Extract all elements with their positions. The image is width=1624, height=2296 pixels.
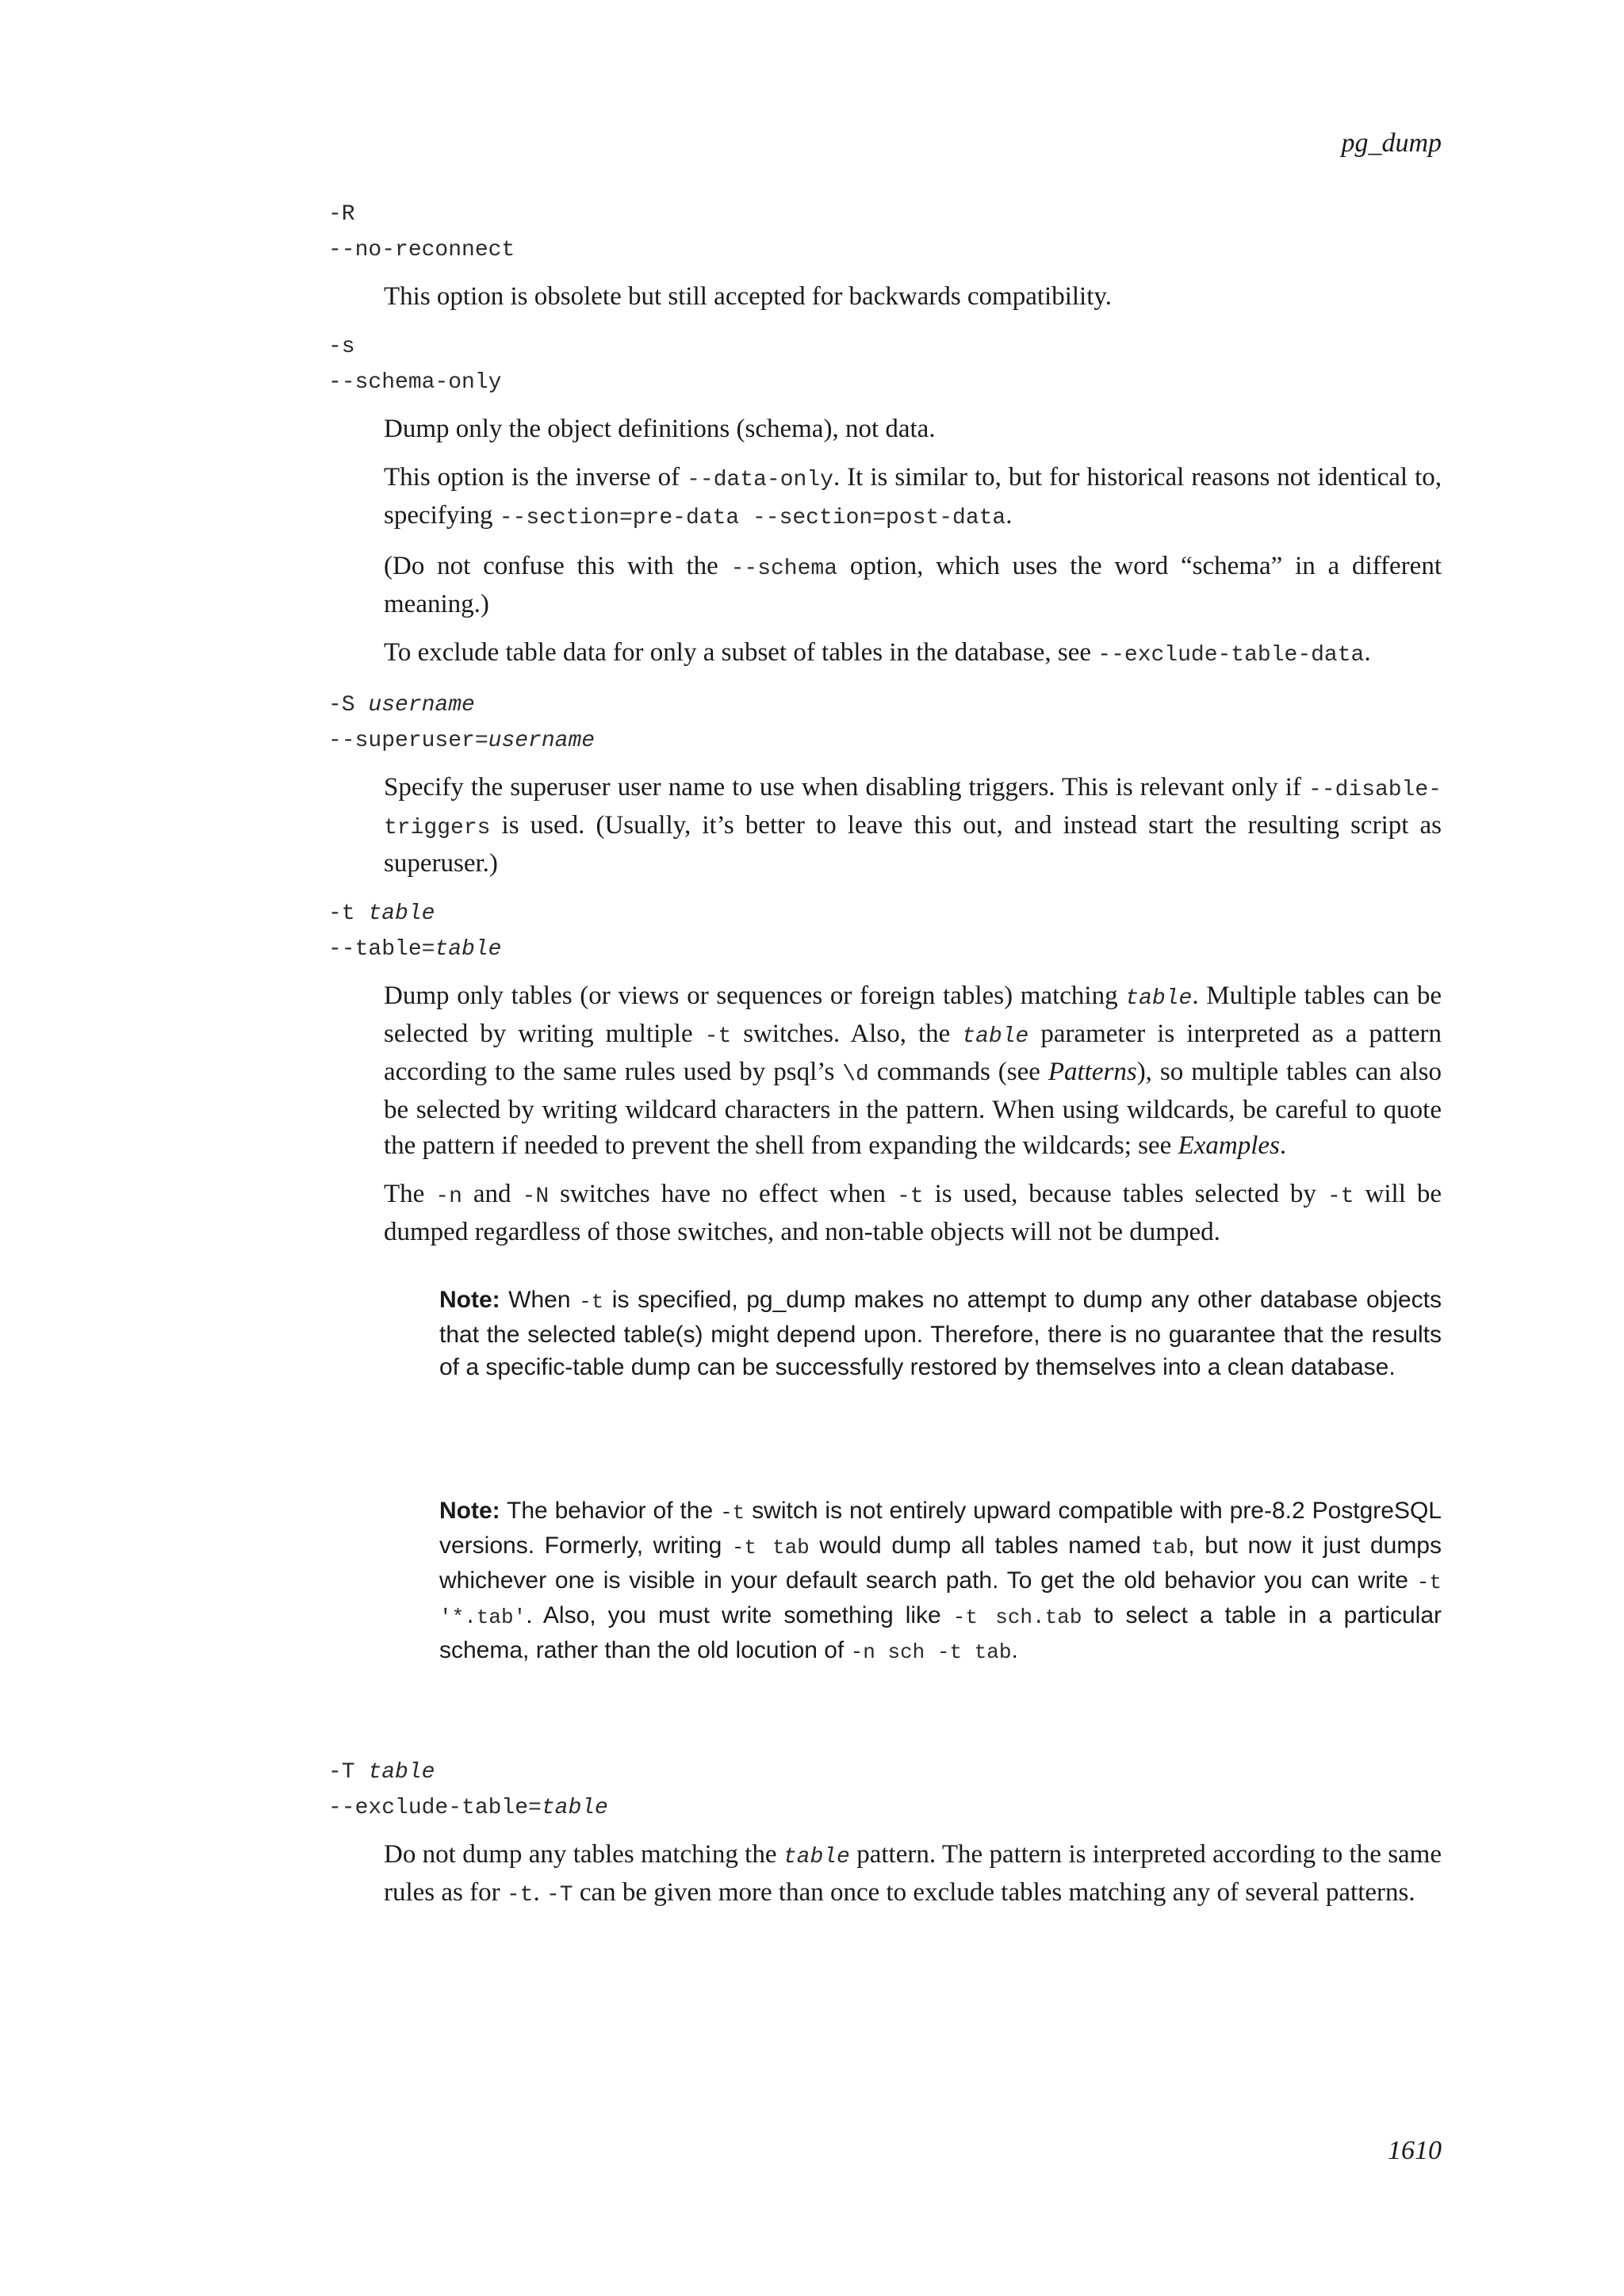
cross-reference-link[interactable]: Examples <box>1178 1131 1280 1160</box>
option-description: Dump only the object definitions (schema), not data. <box>384 415 936 443</box>
inline-code: -t sch.tab <box>952 1605 1082 1629</box>
inline-code: -t tab <box>731 1536 810 1559</box>
replaceable-arg: table <box>368 901 435 926</box>
replaceable-arg: table <box>541 1796 608 1820</box>
option-entry-t <box>328 896 1442 1669</box>
page-content <box>328 197 1442 1927</box>
inline-code: -n sch -t tab <box>850 1640 1012 1664</box>
note-block: Note: The behavior of the -t switch is not entirely upward compatible with pre-8.2 PostgreSQL versions. Formerly, writing -t tab would dump all tables named tab, but now it just dumps whichever one is visible in your default search path. To get the old behavior you can write -t '*.tab'. Also, you must write something like -t sch.tab to select a table in a particular schema, rather than the old locution of -n sch -t tab. <box>439 1498 1442 1664</box>
inline-code: --section=pre-data --section=post-data <box>499 506 1006 530</box>
inline-code: -t <box>896 1184 924 1209</box>
option-term: -t table <box>328 901 435 926</box>
note-block: Note: When -t is specified, pg_dump makes no attempt to dump any other database objects that the selected table(s) might depend upon. Therefore, there is no guarantee that the results of a specific-table dump can be successfully restored by themselves into a clean database. <box>439 1287 1442 1380</box>
inline-code: -t '*.tab' <box>439 1571 1442 1629</box>
inline-code: --exclude-table-data <box>1097 643 1365 668</box>
option-description: This option is the inverse of --data-only. It is similar to, but for historical reasons not identical to, specifying --section=pre-data --section=post-data. <box>384 463 1442 530</box>
running-header: pg_dump <box>1341 128 1442 158</box>
option-description: (Do not confuse this with the --schema option, which uses the word “schema” in a different meaning.) <box>384 552 1442 618</box>
inline-code: -n <box>435 1184 462 1209</box>
option-term: --no-reconnect <box>328 238 515 262</box>
option-term: -R <box>328 202 355 227</box>
option-term: --exclude-table=table <box>328 1796 608 1820</box>
option-description: The -n and -N switches have no effect when -t is used, because tables selected by -t will be dumped regardless of those switches, and non-table objects will not be dumped. <box>384 1180 1442 1246</box>
option-term: -S username <box>328 693 475 718</box>
inline-code: -t <box>1327 1184 1354 1209</box>
option-term: --schema-only <box>328 370 502 395</box>
option-entry-S <box>328 687 1442 882</box>
inline-code: tab <box>1151 1536 1189 1559</box>
option-term: -s <box>328 335 355 359</box>
replaceable-arg: table <box>368 1760 435 1785</box>
inline-code: -N <box>522 1184 550 1209</box>
inline-code: -T <box>546 1883 573 1908</box>
replaceable-arg: username <box>488 729 596 753</box>
option-term: --superuser=username <box>328 729 596 753</box>
inline-code: table <box>1125 986 1193 1011</box>
cross-reference-link[interactable]: Patterns <box>1048 1058 1137 1086</box>
inline-code: --data-only <box>687 468 833 492</box>
inline-code: -t <box>704 1024 732 1049</box>
option-entry-R <box>328 197 1442 315</box>
option-term: --table=table <box>328 937 502 962</box>
inline-code: --disable-triggers <box>384 778 1442 840</box>
inline-code: table <box>783 1845 850 1869</box>
inline-code: table <box>962 1024 1029 1049</box>
replaceable-arg: table <box>435 937 502 962</box>
option-term: -T table <box>328 1760 435 1785</box>
inline-code: -t <box>720 1501 745 1525</box>
note-label: Note: <box>439 1498 500 1524</box>
option-entry-T <box>328 1755 1442 1913</box>
page-number: 1610 <box>1388 2136 1442 2165</box>
option-entry-s <box>328 329 1442 673</box>
option-description: To exclude table data for only a subset of tables in the database, see --exclude-table-data. <box>384 638 1371 668</box>
inline-code: \d <box>842 1062 869 1087</box>
inline-code: --schema <box>730 557 838 581</box>
option-description: This option is obsolete but still accepted for backwards compatibility. <box>384 282 1112 311</box>
inline-code: -t <box>579 1290 604 1314</box>
inline-code: -t <box>506 1883 534 1908</box>
option-description: Dump only tables (or views or sequences or foreign tables) matching table. Multiple tables can be selected by writing multiple -t switches. Also, the table parameter is interpreted as a pattern according to the same rules used by psql’s \d commands (see Patterns), so multiple tables can also be selected by writing wildcard characters in the pattern. When using wildcards, be careful to quote the pattern if needed to prevent the shell from expanding the wildcards; see Examples. <box>384 982 1442 1160</box>
replaceable-arg: username <box>368 693 475 718</box>
option-description: Do not dump any tables matching the table pattern. The pattern is interpreted according to the same rules as for -t. -T can be given more than once to exclude tables matching any of several patterns. <box>384 1840 1442 1908</box>
option-description: Specify the superuser user name to use when disabling triggers. This is relevant only if --disable-triggers is used. (Usually, it’s better to leave this out, and instead start the resulting script as superuser.) <box>384 773 1442 878</box>
note-label: Note: <box>439 1287 500 1313</box>
